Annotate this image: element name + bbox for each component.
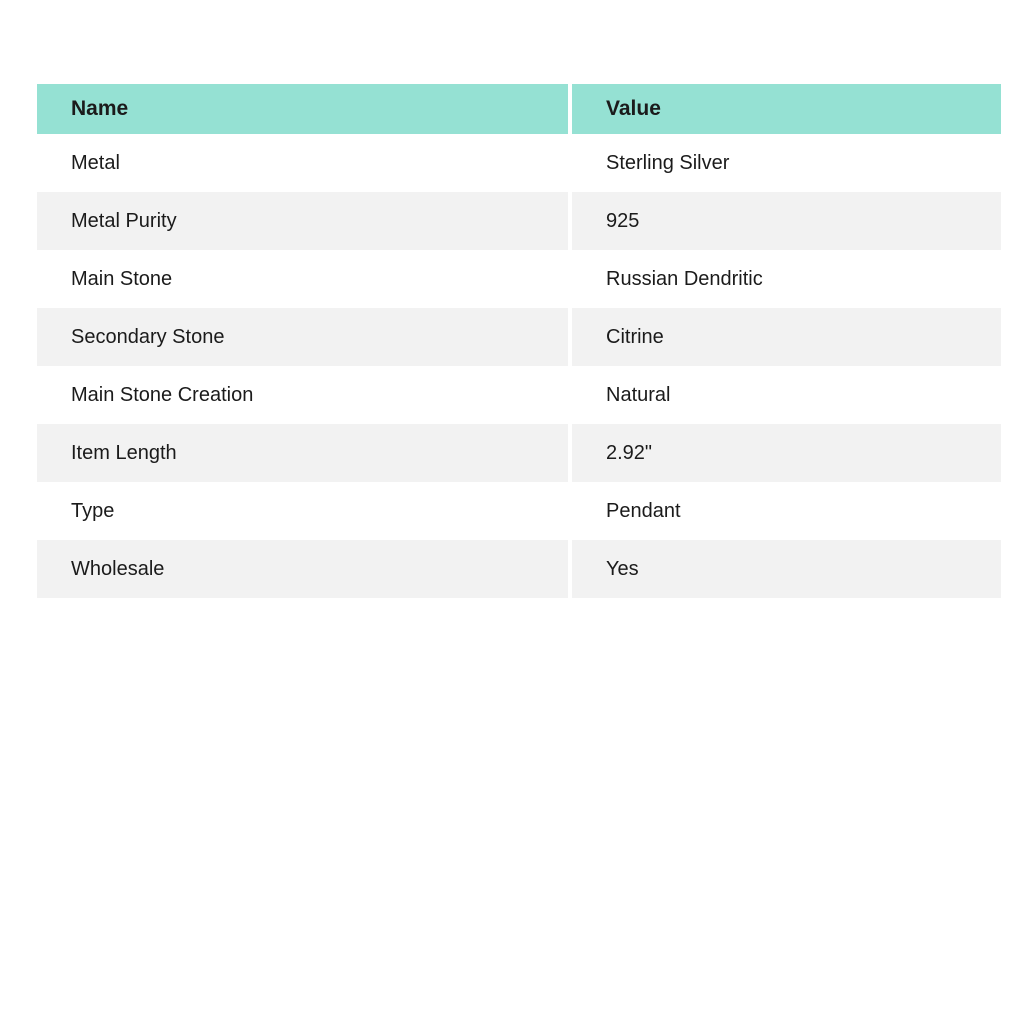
spec-name: Secondary Stone	[37, 308, 570, 366]
table-row	[37, 424, 1001, 482]
spec-name: Wholesale	[37, 540, 570, 598]
spec-value: Sterling Silver	[570, 134, 1001, 192]
table-row	[37, 308, 1001, 366]
spec-value: Russian Dendritic	[570, 250, 1001, 308]
table-row	[37, 192, 1001, 250]
spec-name: Item Length	[37, 424, 570, 482]
table-row	[37, 540, 1001, 598]
spec-name: Metal	[37, 134, 570, 192]
spec-value: Natural	[570, 366, 1001, 424]
table-row	[37, 134, 1001, 192]
header-row	[37, 84, 1001, 134]
spec-value: Pendant	[570, 482, 1001, 540]
spec-name: Main Stone Creation	[37, 366, 570, 424]
spec-name: Main Stone	[37, 250, 570, 308]
spec-name: Type	[37, 482, 570, 540]
spec-value: 925	[570, 192, 1001, 250]
spec-value: 2.92"	[570, 424, 1001, 482]
table-header	[37, 84, 1001, 134]
table-row	[37, 482, 1001, 540]
table-row	[37, 366, 1001, 424]
product-specs-section	[37, 84, 1001, 598]
table-row	[37, 250, 1001, 308]
table-body	[37, 134, 1001, 598]
product-specs-table	[37, 84, 1001, 598]
spec-value: Citrine	[570, 308, 1001, 366]
spec-name: Metal Purity	[37, 192, 570, 250]
header-cell-value: Value	[570, 84, 1001, 134]
spec-value: Yes	[570, 540, 1001, 598]
header-cell-name: Name	[37, 84, 570, 134]
